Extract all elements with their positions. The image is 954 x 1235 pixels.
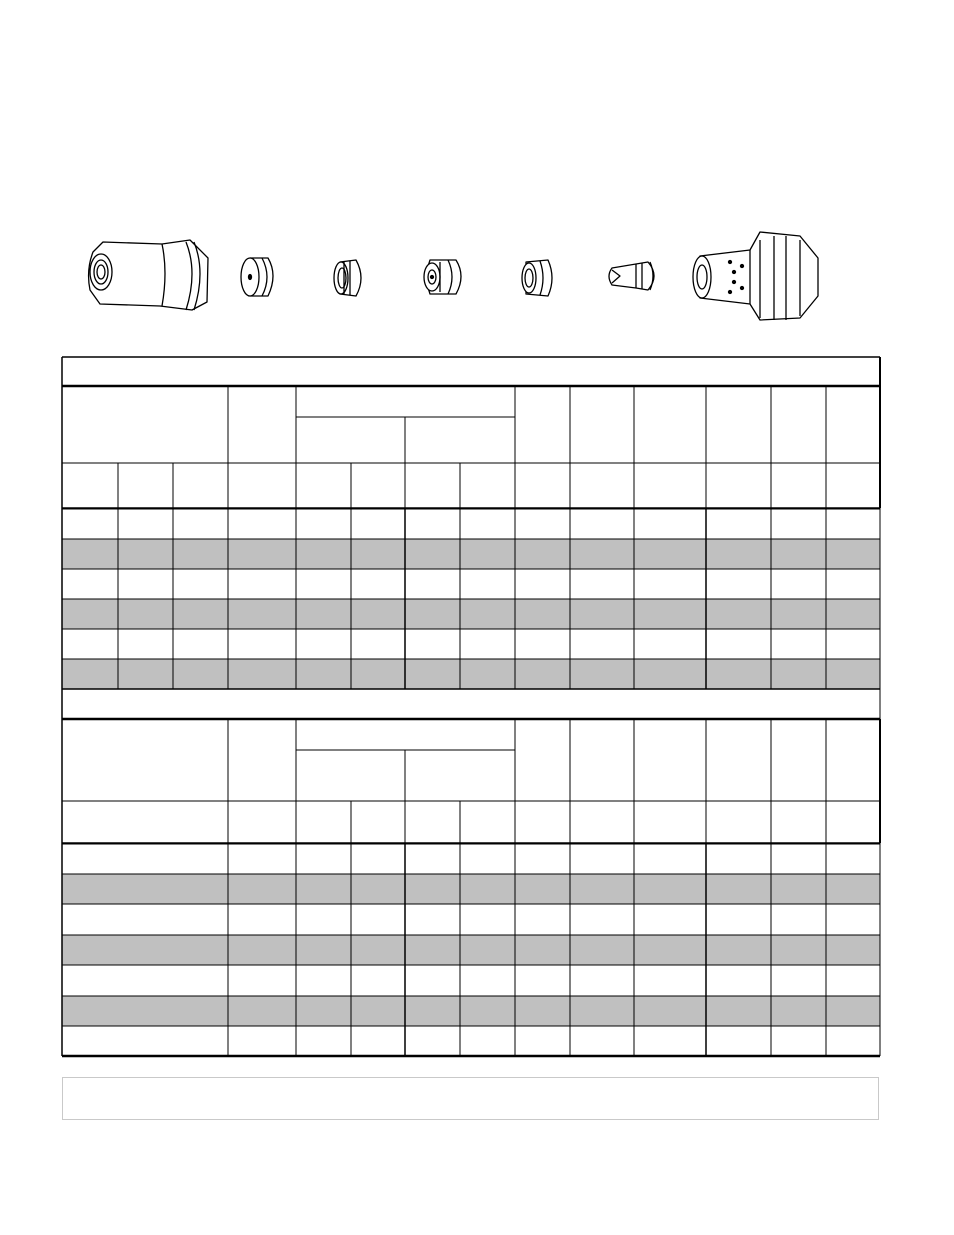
table-lower-row-shade (62, 874, 880, 904)
table-upper-row-shade (62, 659, 880, 689)
table-upper-row-shade (62, 599, 880, 629)
table-lower-row-shade (62, 996, 880, 1026)
row-shading (62, 539, 880, 1026)
note-box (62, 1077, 879, 1120)
table-lower-row-shade (62, 935, 880, 965)
table-upper-row-shade (62, 539, 880, 569)
